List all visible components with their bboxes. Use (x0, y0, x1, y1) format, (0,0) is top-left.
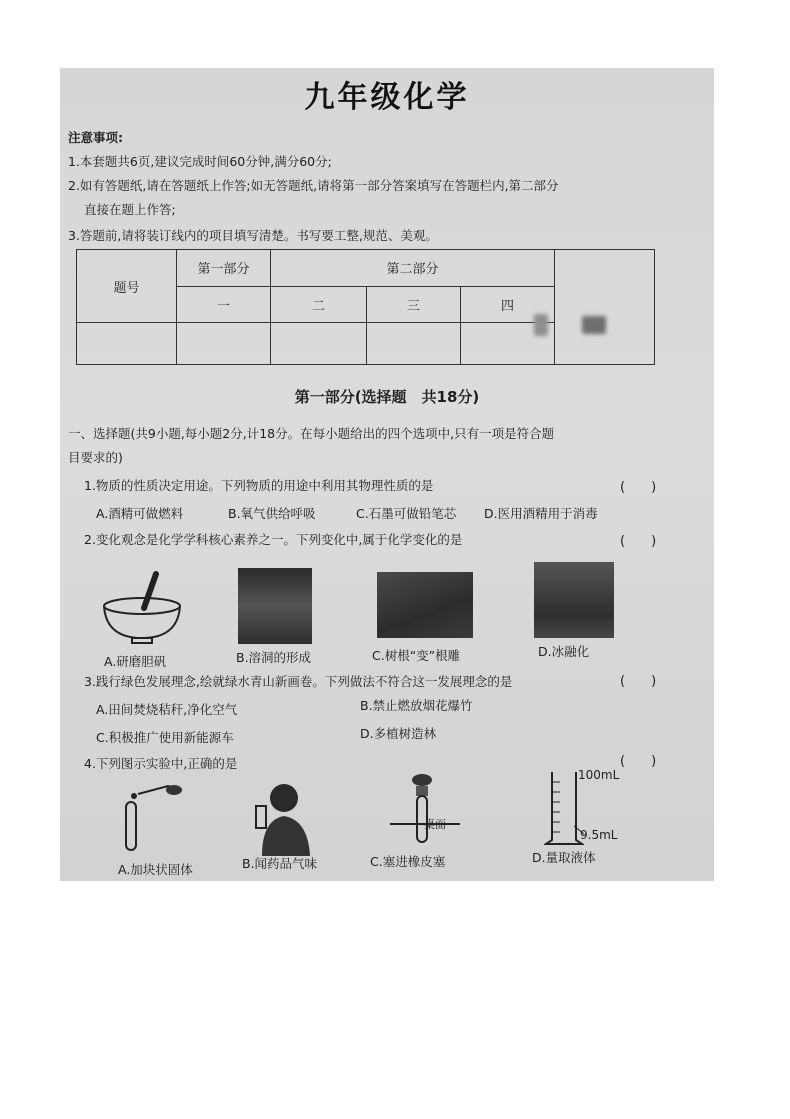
redaction-blur (582, 316, 606, 334)
q2-stem: 2.变化观念是化学学科核心素养之一。下列变化中,属于化学变化的是 (84, 532, 463, 547)
q1-option-a: A.酒精可做燃料 (96, 506, 184, 521)
score-cell (367, 323, 461, 365)
q4-answer-paren: ( ) (620, 754, 657, 769)
q3-option-d: D.多植树造林 (360, 726, 437, 741)
score-cell (271, 323, 367, 365)
q4-cylinder-reading: 9.5mL (580, 828, 618, 842)
q3-option-a: A.田间焚烧秸秆,净化空气 (96, 702, 238, 717)
score-table-sub-2: 二 (271, 286, 367, 323)
q4-stem: 4.下列图示实验中,正确的是 (84, 756, 238, 771)
exam-title: 九年级化学 (304, 80, 470, 115)
q2-option-a: A.研磨胆矾 (104, 654, 167, 669)
score-table-sub-3: 三 (367, 286, 461, 323)
q2-option-d: D.冰融化 (538, 644, 590, 659)
redaction-blur (534, 314, 548, 336)
score-table-sub-4: 四 (461, 286, 555, 323)
notice-item-2: 2.如有答题纸,请在答题纸上作答;如无答题纸,请将第一部分答案填写在答题栏内,第二部分 (68, 178, 559, 193)
q1-option-c: C.石墨可做铅笔芯 (356, 506, 457, 521)
smelling-chemical-icon (240, 776, 320, 856)
q2-answer-paren: ( ) (620, 534, 657, 549)
notice-item-1: 1.本套题共6页,建议完成时间60分钟,满分60分; (68, 154, 332, 169)
notice-heading: 注意事项: (68, 130, 123, 145)
q1-option-d: D.医用酒精用于消毒 (484, 506, 598, 521)
score-table-sub-1: 一 (177, 286, 271, 323)
section-intro-line-1: 一、选择题(共9小题,每小题2分,计18分。在每小题给出的四个选项中,只有一项是符合题 (68, 426, 555, 441)
score-table-row-header: 题号 (77, 250, 177, 323)
root-carving-photo (377, 572, 473, 638)
q1-answer-paren: ( ) (620, 480, 657, 495)
q3-option-b: B.禁止燃放烟花爆竹 (360, 698, 473, 713)
score-cell (177, 323, 271, 365)
notice-item-2-cont: 直接在题上作答; (84, 202, 176, 217)
q4-desk-label: 桌面 (424, 818, 446, 831)
q3-stem: 3.践行绿色发展理念,绘就绿水青山新画卷。下列做法不符合这一发展理念的是 (84, 674, 513, 689)
q4-option-b: B.闻药品气味 (242, 856, 318, 871)
q4-option-a: A.加块状固体 (118, 862, 193, 877)
q2-option-c: C.树根“变”根雕 (372, 648, 461, 663)
q4-cylinder-capacity: 100mL (578, 768, 620, 782)
score-table-part1: 第一部分 (177, 250, 271, 287)
section-intro-line-2: 目要求的) (68, 450, 123, 465)
inserting-stopper-icon (390, 772, 460, 850)
score-table-part2: 第二部分 (271, 250, 555, 287)
cave-photo (238, 568, 312, 644)
q1-stem: 1.物质的性质决定用途。下列物质的用途中利用其物理性质的是 (84, 478, 434, 493)
part1-heading: 第一部分(选择题 共18分) (294, 388, 480, 406)
notice-item-3: 3.答题前,请将装订线内的项目填写清楚。书写要工整,规范、美观。 (68, 228, 438, 243)
q3-answer-paren: ( ) (620, 674, 657, 689)
q4-option-d: D.量取液体 (532, 850, 596, 865)
q1-option-b: B.氧气供给呼吸 (228, 506, 316, 521)
q3-option-c: C.积极推广使用新能源车 (96, 730, 234, 745)
score-table-total-cell (555, 250, 655, 365)
exam-sheet (60, 68, 714, 881)
ice-melting-photo (534, 562, 614, 638)
mortar-pestle-icon (100, 568, 184, 648)
test-tube-solid-icon (108, 780, 188, 854)
score-table (76, 249, 655, 365)
q2-option-b: B.溶洞的形成 (236, 650, 312, 665)
q4-option-c: C.塞进橡皮塞 (370, 854, 446, 869)
score-cell (77, 323, 177, 365)
